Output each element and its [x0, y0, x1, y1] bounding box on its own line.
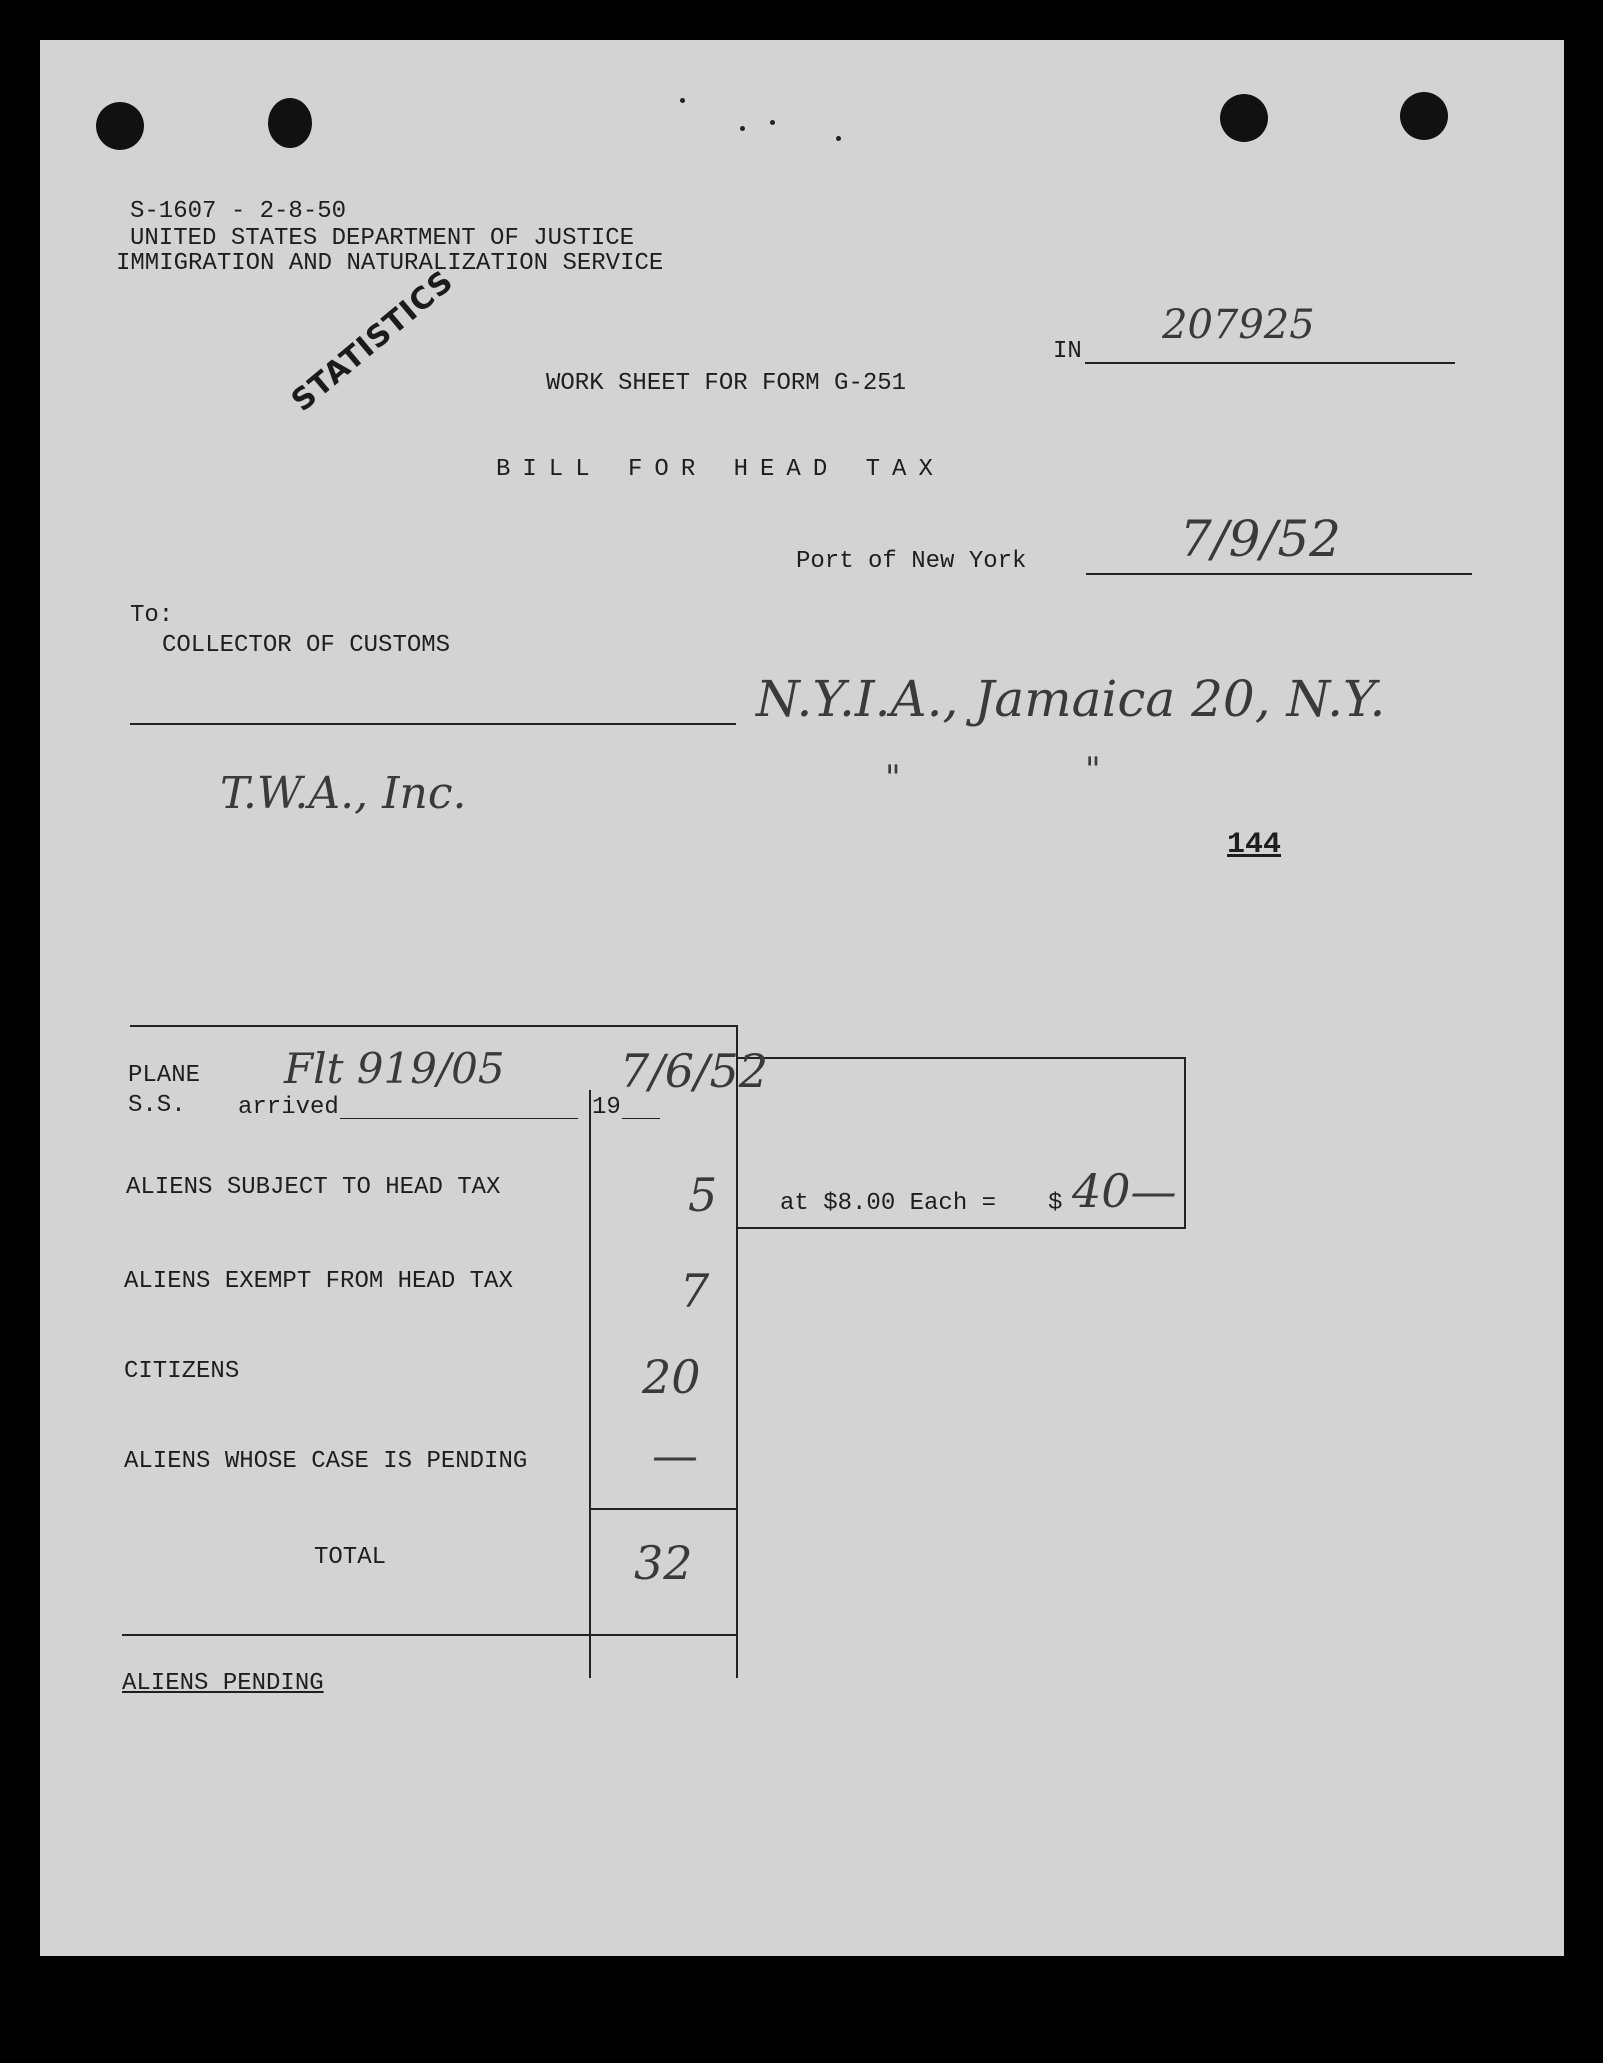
row-label-pending: ALIENS WHOSE CASE IS PENDING — [124, 1448, 528, 1475]
in-underline — [1085, 362, 1455, 364]
to-recipient: COLLECTOR OF CUSTOMS — [162, 632, 451, 659]
rate-box-top — [736, 1057, 1186, 1059]
arrived-underline — [340, 1118, 578, 1119]
table-vertical-divider — [589, 1090, 591, 1678]
port-label: Port of New York — [796, 548, 1027, 575]
service-name: IMMIGRATION AND NATURALIZATION SERVICE — [116, 250, 664, 277]
total-label: TOTAL — [314, 1544, 387, 1571]
flight-number: Flt 919/05 — [284, 1044, 505, 1093]
reference-number: 144 — [1227, 828, 1282, 862]
form-code: S-1607 - 2-8-50 — [130, 198, 347, 225]
in-number: 207925 — [1162, 302, 1315, 348]
aliens-pending-label: ALIENS PENDING — [122, 1670, 324, 1697]
punch-hole-icon — [1400, 92, 1448, 140]
row-value-subject: 5 — [688, 1168, 718, 1222]
row-label-exempt: ALIENS EXEMPT FROM HEAD TAX — [124, 1268, 513, 1295]
ss-label: S.S. — [128, 1092, 186, 1119]
punch-hole-icon — [96, 102, 144, 150]
statistics-stamp: STATISTICS — [285, 263, 461, 419]
scan-border — [0, 1958, 1603, 2063]
recipient-underline — [130, 723, 736, 725]
year-label: 19 — [592, 1094, 621, 1121]
department-name: UNITED STATES DEPARTMENT OF JUSTICE — [130, 225, 635, 252]
punch-hole-icon — [268, 98, 312, 148]
location-handwritten: N.Y.I.A., Jamaica 20, N.Y. — [756, 670, 1386, 728]
ditto-mark: " — [885, 758, 901, 798]
dollar-sign: $ — [1048, 1190, 1063, 1217]
row-label-subject: ALIENS SUBJECT TO HEAD TAX — [126, 1174, 501, 1201]
row-value-citizens: 20 — [642, 1350, 701, 1404]
rate-box-right — [1184, 1057, 1186, 1229]
bill-title: BILL FOR HEAD TAX — [496, 456, 945, 483]
plane-label: PLANE — [128, 1062, 201, 1089]
tax-amount: 40— — [1072, 1164, 1177, 1218]
in-label: IN — [1053, 338, 1082, 365]
worksheet-title: WORK SHEET FOR FORM G-251 — [546, 370, 907, 397]
carrier-handwritten: T.W.A., Inc. — [220, 768, 467, 819]
bill-date: 7/9/52 — [1180, 510, 1341, 568]
total-top-line — [589, 1508, 738, 1510]
rate-text: at $8.00 Each = — [780, 1190, 997, 1217]
to-label: To: — [130, 602, 174, 629]
ditto-mark: " — [1085, 750, 1101, 790]
date-underline — [1086, 573, 1472, 575]
punch-hole-icon — [1220, 94, 1268, 142]
speck-mark — [836, 136, 841, 141]
year-underline — [622, 1118, 660, 1119]
table-right-border — [736, 1025, 738, 1678]
speck-mark — [680, 98, 685, 103]
row-value-pending: — — [652, 1428, 698, 1482]
rate-box-bottom — [736, 1227, 1186, 1229]
table-top-line — [130, 1025, 736, 1027]
arrived-label: arrived — [238, 1094, 339, 1121]
total-value: 32 — [634, 1536, 693, 1590]
row-value-exempt: 7 — [680, 1264, 710, 1318]
speck-mark — [740, 126, 745, 131]
arrival-date: 7/6/52 — [620, 1044, 769, 1098]
document-page — [40, 40, 1564, 1956]
table-bottom-line — [122, 1634, 738, 1636]
row-label-citizens: CITIZENS — [124, 1358, 240, 1385]
speck-mark — [770, 120, 775, 125]
